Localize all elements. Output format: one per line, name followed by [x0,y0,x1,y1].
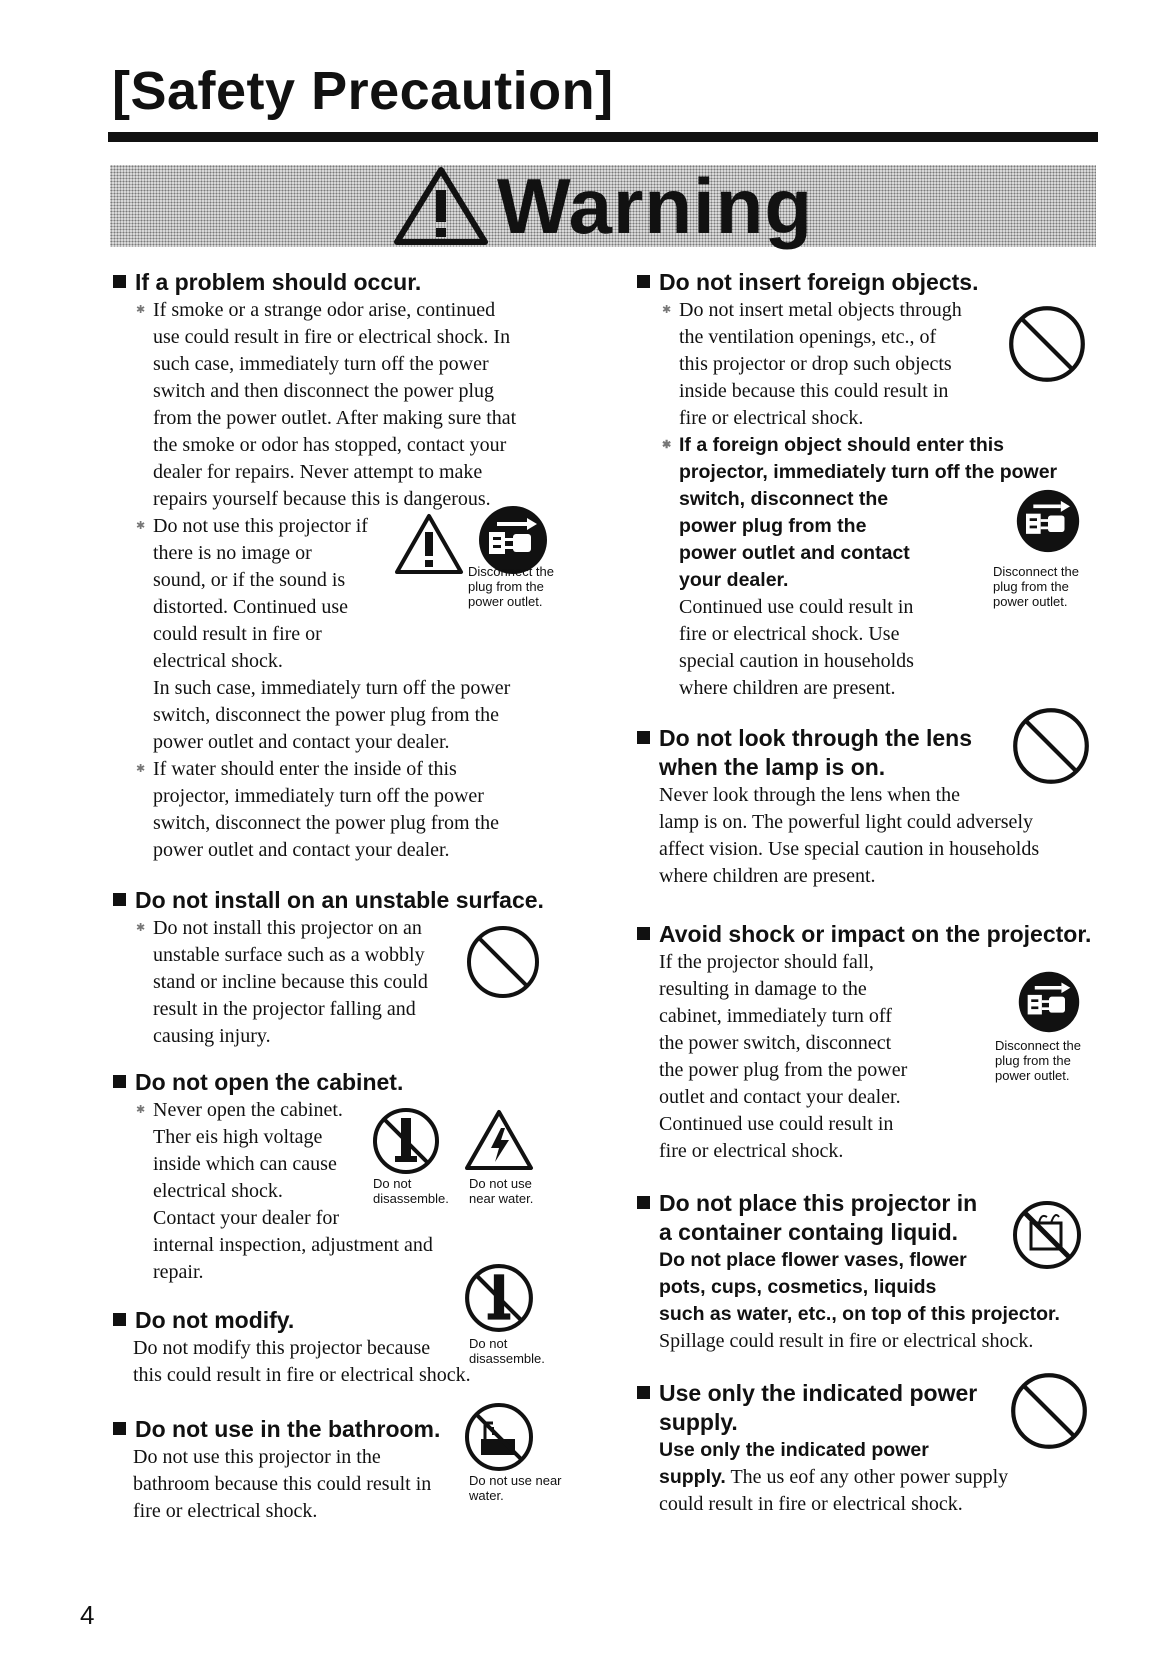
section-power-supply [637,1379,1102,1518]
section-heading: If a problem should occur. [113,268,593,297]
section-bathroom [113,1415,593,1525]
paragraph: ✱ Do not use this projector if there is no image or sound, or if the sound is distorted. Continued use could result in fire or electrical shock. In such case, immediately turn off the power switch, disconnect the power plug from the power outlet and contact your dealer. [153,513,593,756]
paragraph: ✱ If smoke or a strange odor arise, continued use could result in fire or electrical shock. In such case, immediately turn off the power switch and then disconnect the power plug from the power outlet. After making sure that the smoke or odor has stopped, contact your dealer for repairs. Never attempt to make repairs yourself because this is dangerous. [153,297,593,513]
section-shock [637,920,1102,1165]
prohibited-icon [1011,706,1091,786]
prohibited-icon [465,924,541,1000]
caption: Disconnect the plug from the power outlet. [993,564,1079,609]
paragraph: Spillage could result in fire or electrical shock. [659,1330,1034,1352]
section-heading: Use only the indicated power supply. [637,1379,1102,1437]
section-heading: Do not modify. [113,1306,593,1335]
no-liquid-icon [1011,1199,1083,1271]
paragraph: Do not use this projector in the bathroom because this could result in fire or electrical shock. [133,1446,432,1522]
paragraph-bold: ✱ If a foreign object should enter this projector, immediately turn off the power switch, disconnect the power plug from the power outlet and contact your dealer. [679,432,1102,594]
caption: Do not disassemble. [469,1336,545,1366]
electric-shock-icon [463,1108,535,1172]
section-heading: Do not look through the lens when the lamp is on. [637,724,1102,782]
caption: Do not disassemble. [373,1176,449,1206]
caption: Do not use near water. [469,1176,534,1206]
section-unstable [113,886,593,1050]
section-heading: Do not install on an unstable surface. [113,886,593,915]
section-liquid [637,1189,1102,1355]
paragraph: ✱ If water should enter the inside of this projector, immediately turn off the power switch, disconnect the power plug from the power outlet and contact your dealer. [153,756,593,864]
section-heading: Do not open the cabinet. [113,1068,593,1097]
section-cabinet [113,1068,593,1286]
paragraph: Never look through the lens when the lamp is on. The powerful light could adversely affect vision. Use special caution in households where children are present. [659,784,1040,887]
unplug-icon [1017,970,1081,1034]
prohibited-icon [1007,304,1087,384]
section-heading: Do not place this projector in a container containg liquid. [637,1189,1102,1247]
paragraph: If the projector should fall, resulting in damage to the cabinet, immediately turn off the power switch, disconnect the power plug from the power outlet and contact your dealer. Continued use could result in fire or electrical shock. [659,951,908,1162]
section-lens [637,724,1102,890]
caption: Disconnect the plug from the power outlet. [995,1038,1081,1083]
caption: Disconnect the plug from the power outlet. [468,564,554,609]
no-water-icon [463,1401,535,1473]
warning-title: Warning [496,161,814,250]
caution-triangle-icon [393,512,465,576]
page-number: 4 [80,1600,95,1630]
paragraph: Use only the indicated power supply. The us eof any other power supply could result in fire or electrical shock. [659,1439,1009,1515]
prohibited-icon [1009,1371,1089,1451]
section-problem [113,268,593,864]
section-heading: Avoid shock or impact on the projector. [637,920,1102,949]
section-heading: Do not insert foreign objects. [637,268,1102,297]
no-disassemble-icon [463,1262,535,1334]
page-title: [Safety Precaution] [112,61,614,121]
section-modify [113,1306,593,1389]
unplug-icon [1015,488,1081,554]
right-column [637,268,1102,1518]
warning-banner [110,161,1096,250]
title-rule [108,132,1098,142]
warning-triangle-icon [393,166,489,246]
paragraph: Do not modify this projector because this could result in fire or electrical shock. [133,1337,471,1386]
caption: Do not use near water. [469,1473,562,1503]
section-heading: Do not use in the bathroom. [113,1415,593,1444]
section-foreign-objects [637,268,1102,702]
paragraph-bold: Do not place flower vases, flower pots, cups, cosmetics, liquids such as water, etc., on top of this projector. [659,1249,1060,1325]
no-disassemble-icon [371,1106,441,1176]
left-column [113,268,593,1525]
paragraph: ✱ Do not install this projector on an unstable surface such as a wobbly stand or incline because this could result in the projector falling and causing injury. [153,915,593,1050]
paragraph: Continued use could result in fire or electrical shock. Use special caution in households where children are present. [679,596,914,699]
paragraph: ✱ Never open the cabinet. Ther eis high voltage inside which can cause electrical shock. Contact your dealer for internal inspection, adjustment and repair. [153,1097,593,1286]
paragraph: ✱ Do not insert metal objects through the ventilation openings, etc., of this projector or drop such objects inside because this could result in fire or electrical shock. [679,297,1102,432]
